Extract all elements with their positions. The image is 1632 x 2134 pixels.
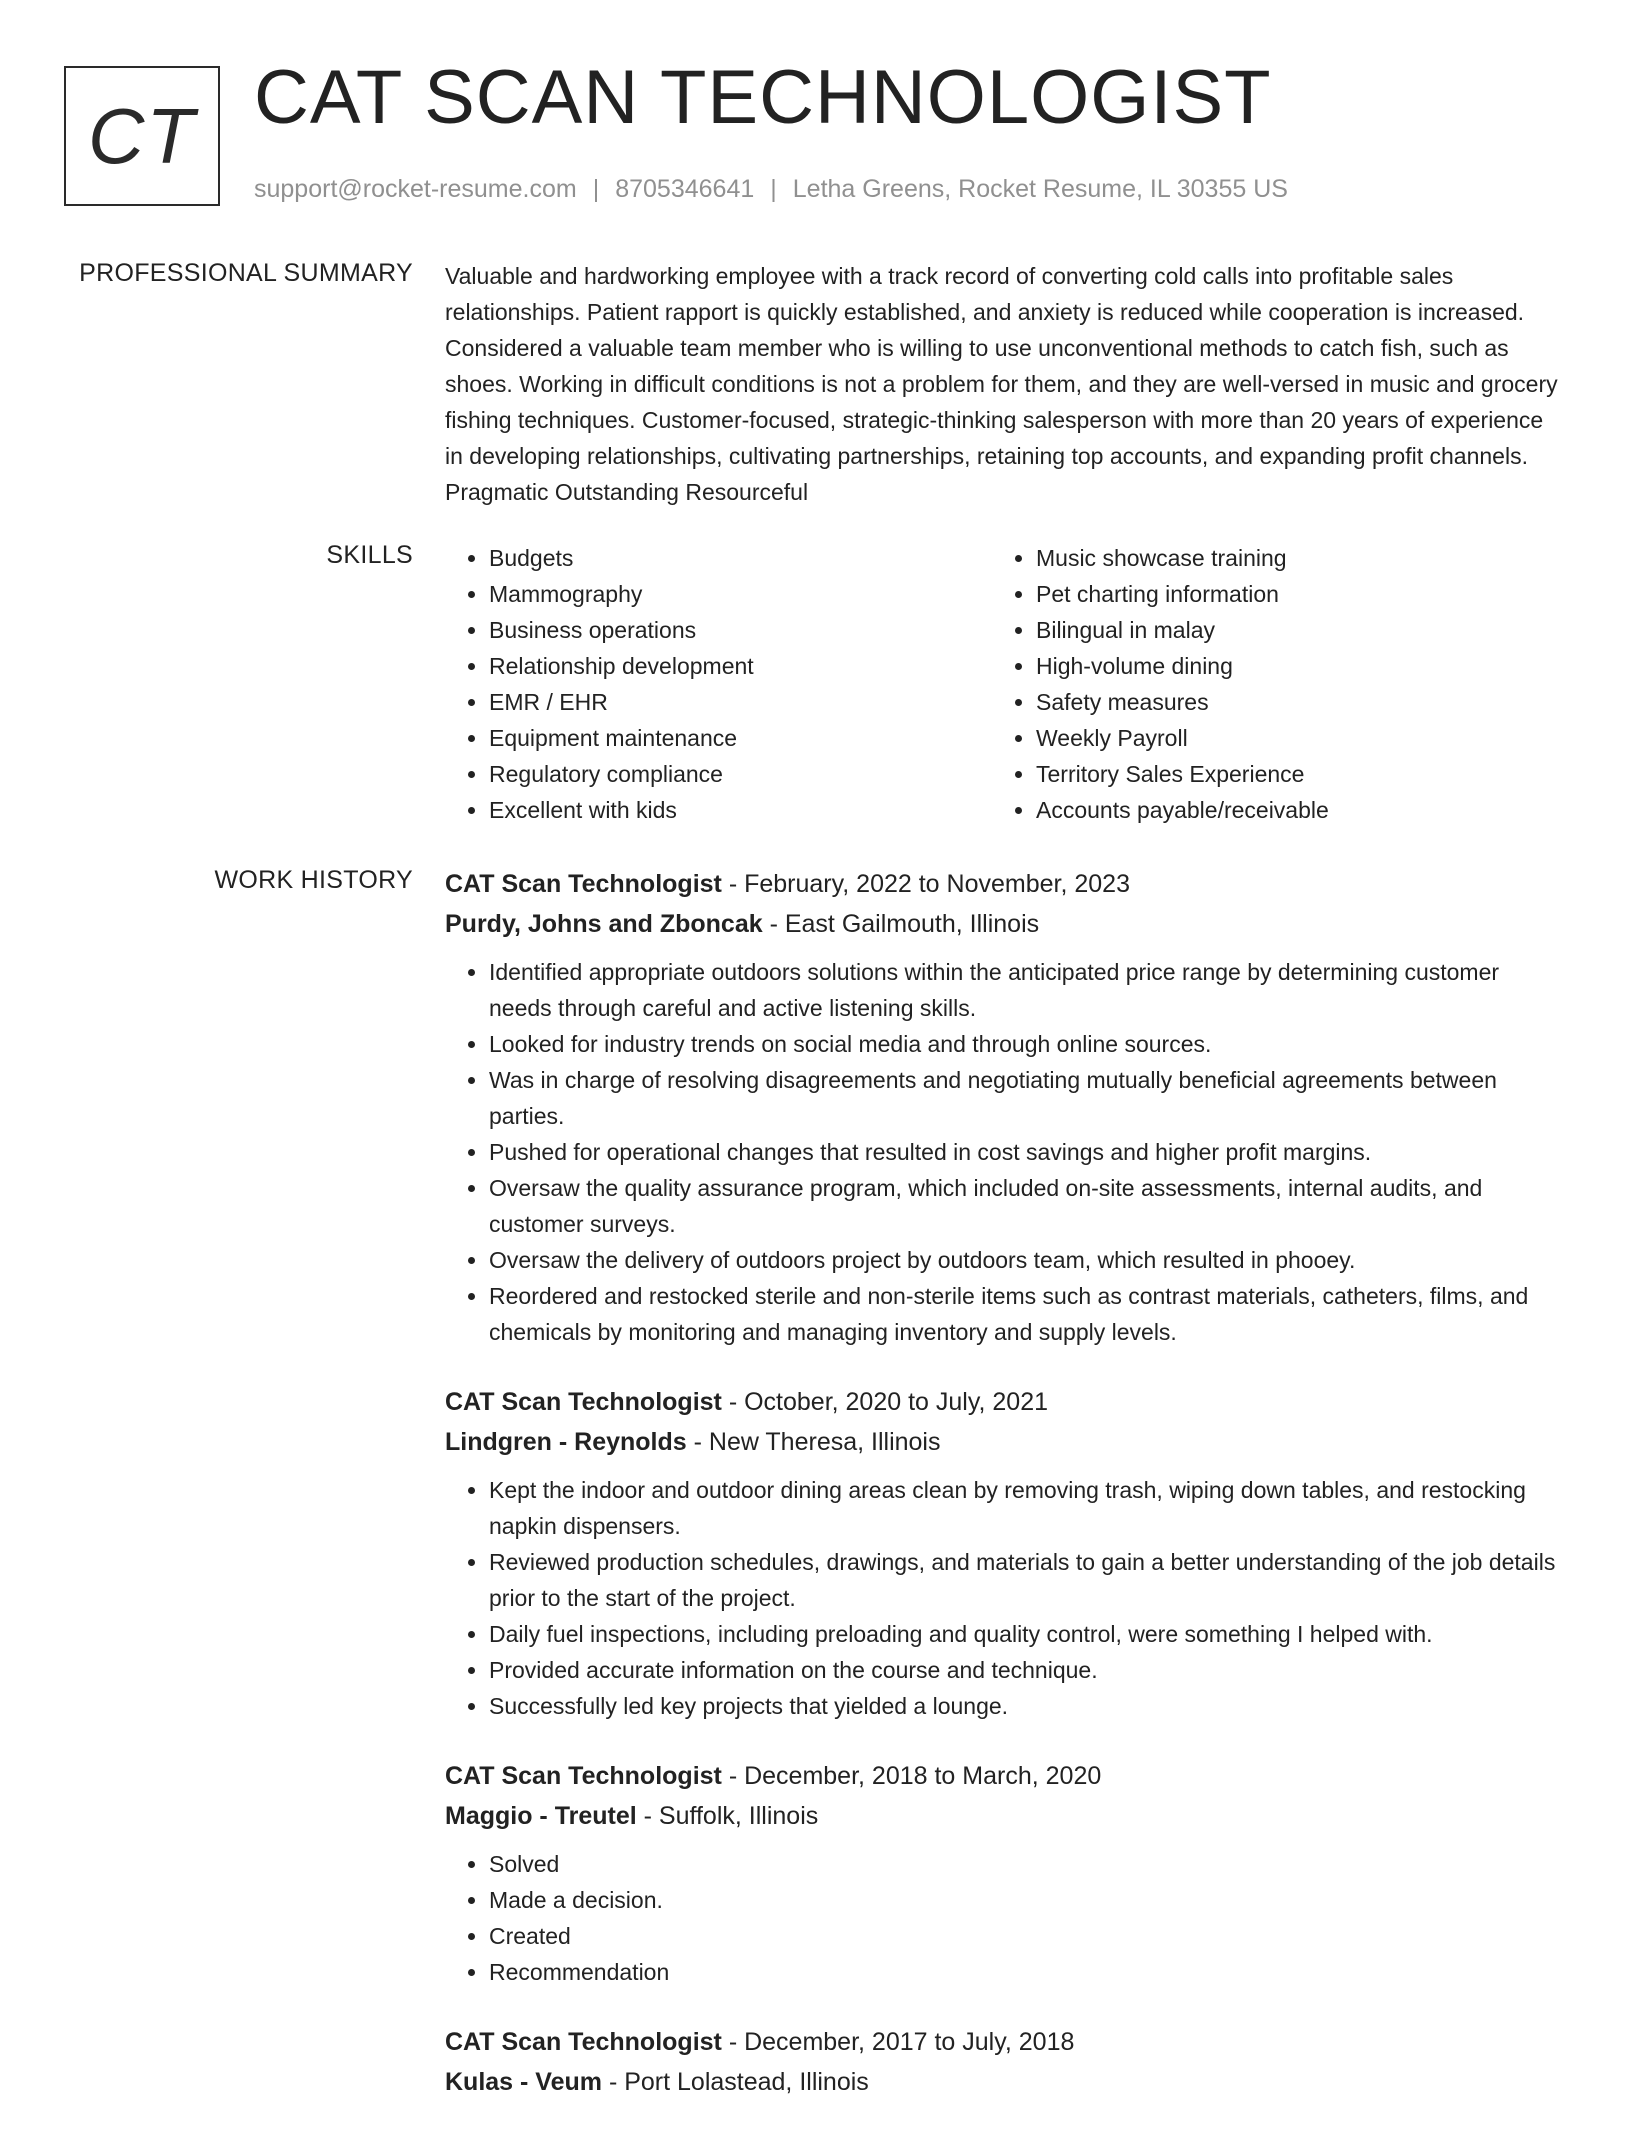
job-title-line	[445, 2022, 1563, 2062]
contact-separator: |	[592, 175, 600, 203]
work-history-label: WORK HISTORY	[214, 866, 413, 894]
job-bullet-list	[445, 1472, 1563, 1724]
skill-item: • Accounts payable/receivable	[1036, 792, 1539, 828]
job-bullet: • Oversaw the quality assurance program, which included on-site assessments, internal audits, and customer surveys.	[489, 1170, 1563, 1242]
job-title-line	[445, 1756, 1563, 1796]
monogram-box	[64, 66, 220, 206]
job-bullet: • Identified appropriate outdoors solutions within the anticipated price range by determining customer needs through careful and active listening skills.	[489, 954, 1563, 1026]
job-bullet-list	[445, 954, 1563, 1350]
skill-item: • Relationship development	[489, 648, 992, 684]
job-bullet: • Looked for industry trends on social media and through online sources.	[489, 1026, 1563, 1062]
job-company: Kulas - Veum	[445, 2068, 602, 2096]
job-bullet: • Successfully led key projects that yielded a lounge.	[489, 1688, 1563, 1724]
skill-item: • Business operations	[489, 612, 992, 648]
skills-label: SKILLS	[326, 541, 413, 569]
job-dates: - October, 2020 to July, 2021	[721, 1388, 1048, 1416]
job-company-line	[445, 1796, 1563, 1836]
job-company-line	[445, 2062, 1563, 2102]
job-title: CAT Scan Technologist	[445, 1388, 722, 1416]
skills-list-left	[445, 540, 992, 828]
job-entry	[445, 2022, 1563, 2102]
job-entry	[445, 1756, 1563, 1990]
job-dates: - December, 2017 to July, 2018	[721, 2028, 1075, 2056]
job-company-line	[445, 904, 1563, 944]
job-bullet: • Recommendation	[489, 1954, 1563, 1990]
job-bullet: • Daily fuel inspections, including preloading and quality control, were something I helped with.	[489, 1616, 1563, 1652]
job-title: CAT Scan Technologist	[445, 870, 722, 898]
job-bullet: • Reviewed production schedules, drawings, and materials to gain a better understanding of the job details prior to the start of the project.	[489, 1544, 1563, 1616]
skill-item: • Excellent with kids	[489, 792, 992, 828]
job-bullet: • Pushed for operational changes that resulted in cost savings and higher profit margins.	[489, 1134, 1563, 1170]
skill-item: • Territory Sales Experience	[1036, 756, 1539, 792]
job-bullet: • Was in charge of resolving disagreements and negotiating mutually beneficial agreements between parties.	[489, 1062, 1563, 1134]
job-location: - Suffolk, Illinois	[636, 1802, 819, 1830]
skill-item: • Equipment maintenance	[489, 720, 992, 756]
skill-item: • Mammography	[489, 576, 992, 612]
summary-text: Valuable and hardworking employee with a track record of converting cold calls into profitable sales relationships. Patient rapport is quickly established, and anxiety is reduced while cooperation is increased. Considered a valuable team member who is willing to use unconventional methods to catch fish, such as shoes. Working in difficult conditions is not a problem for them, and they are well-versed in music and grocery fishing techniques. Customer-focused, strategic-thinking salesperson with more than 20 years of experience in developing relationships, cultivating partnerships, retaining top accounts, and expanding profit channels. Pragmatic Outstanding Resourceful	[445, 263, 1558, 505]
skill-item: • Regulatory compliance	[489, 756, 992, 792]
skill-item: • Budgets	[489, 540, 992, 576]
skills-columns	[445, 540, 1563, 828]
skill-item: • High-volume dining	[1036, 648, 1539, 684]
job-bullet: • Created	[489, 1918, 1563, 1954]
skills-list-right	[992, 540, 1539, 828]
job-bullet: • Kept the indoor and outdoor dining areas clean by removing trash, wiping down tables, and restocking napkin dispensers.	[489, 1472, 1563, 1544]
skill-item: • Pet charting information	[1036, 576, 1539, 612]
contact-separator: |	[770, 175, 777, 203]
job-bullet: • Made a decision.	[489, 1882, 1563, 1918]
skill-item: • Music showcase training	[1036, 540, 1539, 576]
job-company-line	[445, 1422, 1563, 1462]
candidate-name: CAT SCAN TECHNOLOGIST	[254, 55, 1272, 140]
job-company: Purdy, Johns and Zboncak	[445, 910, 763, 938]
jobs-list	[445, 864, 1563, 2134]
job-bullet: • Provided accurate information on the course and technique.	[489, 1652, 1563, 1688]
job-bullet-list	[445, 1846, 1563, 1990]
job-location: - East Gailmouth, Illinois	[762, 910, 1040, 938]
skill-item: • Safety measures	[1036, 684, 1539, 720]
contact-line	[254, 175, 1288, 204]
job-bullet: • Oversaw the delivery of outdoors project by outdoors team, which resulted in phooey.	[489, 1242, 1563, 1278]
job-company: Maggio - Treutel	[445, 1802, 637, 1830]
contact-phone[interactable]: 8705346641	[615, 175, 755, 203]
job-title: CAT Scan Technologist	[445, 1762, 722, 1790]
job-bullet: • Solved	[489, 1846, 1563, 1882]
job-location: - New Theresa, Illinois	[686, 1428, 941, 1456]
job-entry	[445, 864, 1563, 1350]
job-title-line	[445, 1382, 1563, 1422]
contact-email[interactable]: support@rocket-resume.com	[254, 175, 577, 203]
skill-item: • EMR / EHR	[489, 684, 992, 720]
skill-item: • Bilingual in malay	[1036, 612, 1539, 648]
job-bullet: • Reordered and restocked sterile and non-sterile items such as contrast materials, catheters, films, and chemicals by monitoring and managing inventory and supply levels.	[489, 1278, 1563, 1350]
job-entry	[445, 1382, 1563, 1724]
contact-address: Letha Greens, Rocket Resume, IL 30355 US	[792, 175, 1288, 203]
job-location: - Port Lolastead, Illinois	[602, 2068, 869, 2096]
monogram-initials: CT	[88, 91, 196, 180]
job-title-line	[445, 864, 1563, 904]
job-dates: - December, 2018 to March, 2020	[721, 1762, 1102, 1790]
job-company: Lindgren - Reynolds	[445, 1428, 687, 1456]
job-title: CAT Scan Technologist	[445, 2028, 722, 2056]
skill-item: • Weekly Payroll	[1036, 720, 1539, 756]
job-dates: - February, 2022 to November, 2023	[721, 870, 1130, 898]
summary-label: PROFESSIONAL SUMMARY	[79, 259, 413, 287]
